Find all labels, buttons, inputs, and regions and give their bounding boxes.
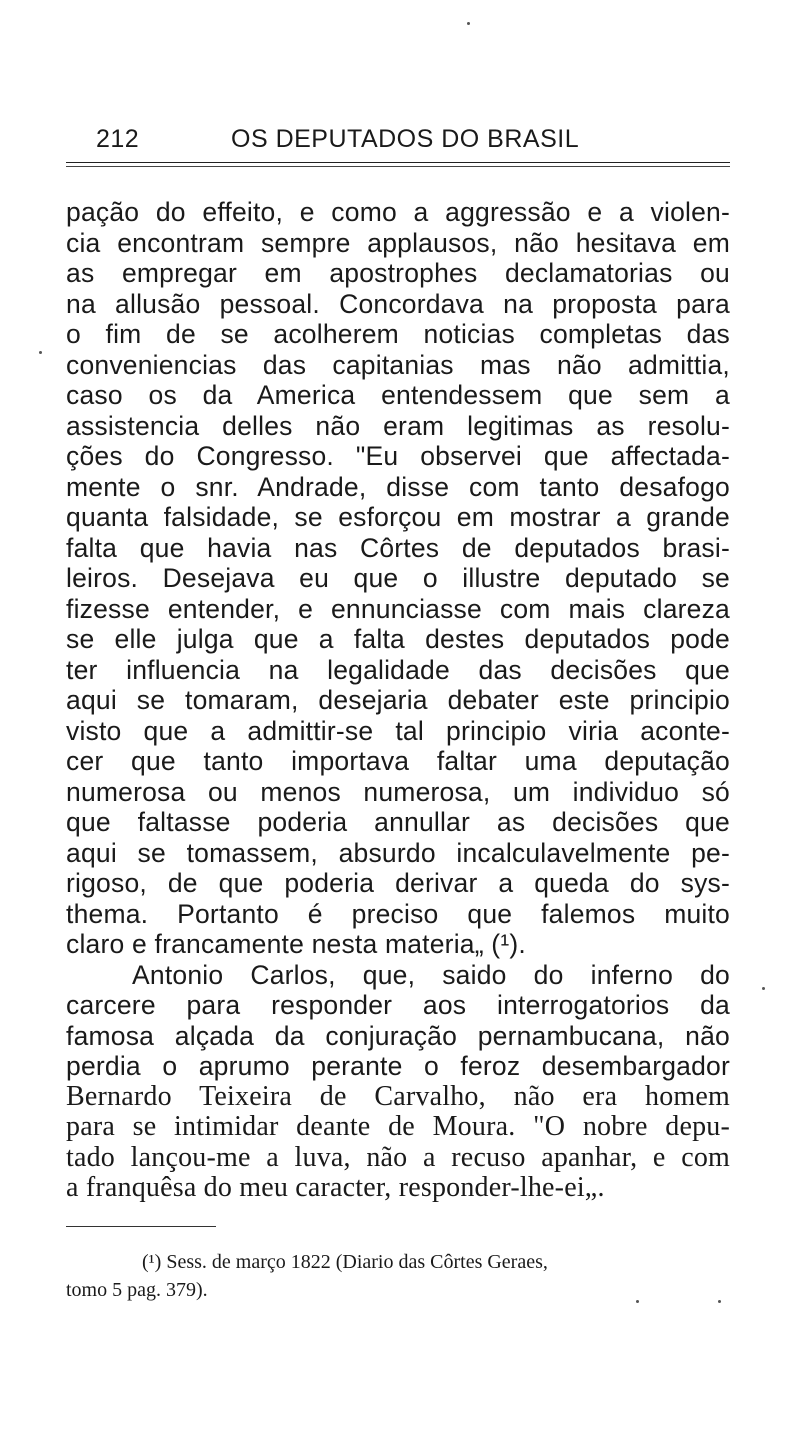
- text-line: Antonio Carlos, que, saido do inferno do: [132, 959, 730, 990]
- text-line: na allusão pessoal. Concordava na proposta para: [66, 288, 730, 319]
- body-text: [66, 197, 730, 1204]
- text-line: mente o snr. Andrade, disse com tanto desafogo: [66, 471, 730, 502]
- text-line: a franquêsa do meu caracter, responder-lhe-ei„.: [66, 1172, 605, 1203]
- text-line: thema. Portanto é preciso que falemos muito: [66, 898, 730, 929]
- footnote: [66, 1248, 730, 1304]
- text-line: numerosa ou menos numerosa, um individuo só: [66, 776, 730, 807]
- text-line: ções do Congresso. "Eu observei que affectada-: [66, 441, 730, 471]
- print-speck: [39, 351, 42, 354]
- text-line: o fim de se acolherem noticias completas das: [66, 319, 730, 349]
- text-line: fizesse entender, e ennunciasse com mais clareza: [66, 593, 730, 624]
- text-line: Bernardo Teixeira de Carvalho, não era homem: [66, 1080, 730, 1112]
- footnote-line: (¹) Sess. de março 1822 (Diario das Côrtes Geraes,: [142, 1251, 548, 1273]
- text-line: as empregar em apostrophes declamatorias ou: [66, 258, 730, 288]
- header-rule: [66, 162, 730, 163]
- text-line: aqui se tomaram, desejaria debater este principio: [66, 685, 730, 715]
- print-speck: [636, 1300, 639, 1303]
- text-line: ter influencia na legalidade das decisões que: [66, 654, 730, 685]
- running-head: [96, 125, 730, 161]
- text-line: leiros. Desejava eu que o illustre deputado se: [66, 563, 730, 593]
- text-line: que faltasse poderia annullar as decisões que: [66, 807, 730, 837]
- print-speck: [467, 22, 470, 25]
- text-line: se elle julga que a falta destes deputados pode: [66, 624, 730, 654]
- text-line: para se intimidar deante de Moura. "O nobre depu-: [66, 1111, 730, 1142]
- text-line: assistencia delles não eram legitimas as resolu-: [66, 410, 730, 441]
- footnote-rule: [66, 1226, 216, 1227]
- text-line: cer que tanto importava faltar uma deputação: [66, 746, 730, 776]
- text-line: visto que a admittir-se tal principio viria aconte-: [66, 715, 730, 746]
- text-line: falta que havia nas Côrtes de deputados brasi-: [66, 532, 730, 563]
- running-title: OS DEPUTADOS DO BRASIL: [231, 125, 580, 153]
- text-line: rigoso, de que poderia derivar a queda do sys-: [66, 868, 730, 898]
- text-line: cia encontram sempre applausos, não hesitava em: [66, 227, 730, 258]
- text-line: quanta falsidade, se esforçou em mostrar a grande: [66, 502, 730, 532]
- header-rule-secondary: [66, 166, 730, 167]
- print-speck: [718, 1300, 721, 1303]
- text-line: caso os da America entendessem que sem a: [66, 380, 730, 410]
- text-line: conveniencias das capitanias mas não admittia,: [66, 349, 730, 380]
- text-line: pação do effeito, e como a aggressão e a violen-: [66, 197, 730, 227]
- text-line: carcere para responder aos interrogatorios da: [66, 990, 730, 1020]
- print-speck: [762, 987, 765, 990]
- text-line: aqui se tomassem, absurdo incalculavelmente pe-: [66, 837, 730, 868]
- text-line: famosa alçada da conjuração pernambucana, não: [66, 1020, 730, 1051]
- text-line: tado lançou-me a luva, não a recuso apanhar, e com: [66, 1141, 730, 1173]
- page-number: 212: [96, 125, 140, 153]
- footnote-line: tomo 5 pag. 379).: [66, 1279, 208, 1301]
- text-line: perdia o aprumo perante o feroz desembargador: [66, 1051, 730, 1081]
- text-line: claro e francamente nesta materia„ (¹).: [66, 929, 526, 959]
